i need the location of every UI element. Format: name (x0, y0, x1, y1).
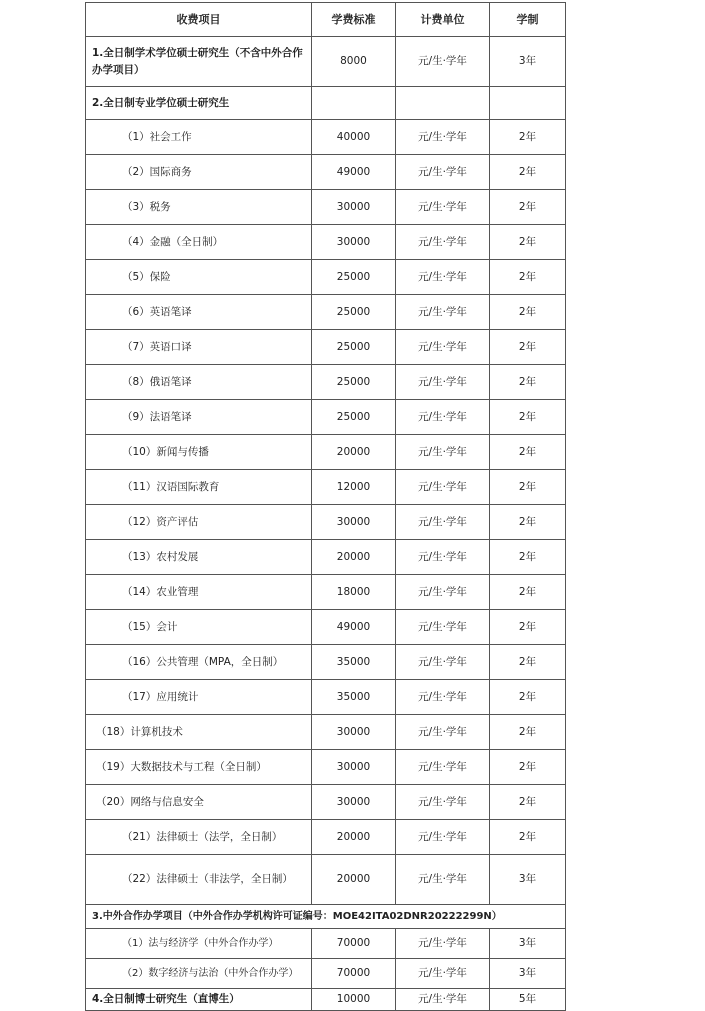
row-period: 2年 (490, 260, 566, 295)
row-item: 2.全日制专业学位硕士研究生 (86, 87, 312, 120)
row-period: 2年 (490, 225, 566, 260)
table-row (86, 929, 566, 959)
sino-foreign-title: 3.中外合作办学项目（中外合作办学机构许可证编号：MOE42ITA02DNR20222299N） (86, 905, 566, 929)
row-fee: 20000 (312, 820, 396, 855)
row-period: 3年 (490, 37, 566, 87)
table-row (86, 87, 566, 120)
row-unit: 元/生·学年 (396, 470, 490, 505)
table-row (86, 610, 566, 645)
row-fee: 25000 (312, 400, 396, 435)
row-fee: 35000 (312, 645, 396, 680)
row-fee: 49000 (312, 155, 396, 190)
row-period: 2年 (490, 750, 566, 785)
tuition-table (85, 2, 566, 1011)
table-row (86, 400, 566, 435)
row-item: （18）计算机技术 (86, 715, 312, 750)
row-unit: 元/生·学年 (396, 540, 490, 575)
row-item: （5）保险 (86, 260, 312, 295)
row-fee: 70000 (312, 959, 396, 989)
row-period: 2年 (490, 400, 566, 435)
row-item: （4）金融（全日制） (86, 225, 312, 260)
table-row (86, 575, 566, 610)
row-unit: 元/生·学年 (396, 959, 490, 989)
row-period: 2年 (490, 785, 566, 820)
row-item: （15）会计 (86, 610, 312, 645)
row-unit: 元/生·学年 (396, 820, 490, 855)
row-fee: 20000 (312, 435, 396, 470)
table-row (86, 989, 566, 1011)
row-period: 2年 (490, 330, 566, 365)
table-row (86, 155, 566, 190)
row-unit: 元/生·学年 (396, 855, 490, 905)
row-period: 2年 (490, 820, 566, 855)
row-period: 2年 (490, 190, 566, 225)
table-row (86, 365, 566, 400)
row-unit: 元/生·学年 (396, 225, 490, 260)
row-period: 2年 (490, 435, 566, 470)
row-item: （3）税务 (86, 190, 312, 225)
row-item: （1）法与经济学（中外合作办学） (86, 929, 312, 959)
row-period: 2年 (490, 715, 566, 750)
row-unit: 元/生·学年 (396, 680, 490, 715)
row-fee: 25000 (312, 295, 396, 330)
row-item: （21）法律硕士（法学，全日制） (86, 820, 312, 855)
table-row (86, 540, 566, 575)
row-period: 2年 (490, 540, 566, 575)
row-fee: 30000 (312, 715, 396, 750)
row-item: （22）法律硕士（非法学，全日制） (86, 855, 312, 905)
row-unit: 元/生·学年 (396, 505, 490, 540)
row-fee: 12000 (312, 470, 396, 505)
row-period: 2年 (490, 295, 566, 330)
row-unit: 元/生·学年 (396, 400, 490, 435)
row-unit: 元/生·学年 (396, 715, 490, 750)
row-fee: 20000 (312, 540, 396, 575)
row-period: 2年 (490, 365, 566, 400)
row-period: 2年 (490, 505, 566, 540)
row-unit: 元/生·学年 (396, 750, 490, 785)
row-fee: 25000 (312, 365, 396, 400)
table-row (86, 715, 566, 750)
row-item: （11）汉语国际教育 (86, 470, 312, 505)
row-item: （2）国际商务 (86, 155, 312, 190)
row-fee: 40000 (312, 120, 396, 155)
table-row (86, 645, 566, 680)
row-item: （8）俄语笔译 (86, 365, 312, 400)
row-period: 3年 (490, 929, 566, 959)
row-fee: 49000 (312, 610, 396, 645)
row-item: （19）大数据技术与工程（全日制） (86, 750, 312, 785)
row-unit: 元/生·学年 (396, 929, 490, 959)
row-period: 2年 (490, 120, 566, 155)
row-fee: 70000 (312, 929, 396, 959)
table-row (86, 505, 566, 540)
row-unit: 元/生·学年 (396, 645, 490, 680)
row-fee: 18000 (312, 575, 396, 610)
row-period: 2年 (490, 645, 566, 680)
row-period: 2年 (490, 575, 566, 610)
row-fee: 30000 (312, 225, 396, 260)
row-period: 2年 (490, 155, 566, 190)
table-row (86, 820, 566, 855)
row-fee: 30000 (312, 190, 396, 225)
row-item: （17）应用统计 (86, 680, 312, 715)
row-item: （12）资产评估 (86, 505, 312, 540)
table-row (86, 295, 566, 330)
row-unit: 元/生·学年 (396, 295, 490, 330)
row-fee: 30000 (312, 750, 396, 785)
table-row (86, 435, 566, 470)
row-period: 3年 (490, 855, 566, 905)
row-item: （13）农村发展 (86, 540, 312, 575)
row-unit: 元/生·学年 (396, 989, 490, 1011)
row-item: （6）英语笔译 (86, 295, 312, 330)
row-unit: 元/生·学年 (396, 37, 490, 87)
row-unit: 元/生·学年 (396, 785, 490, 820)
row-unit: 元/生·学年 (396, 435, 490, 470)
table-row (86, 190, 566, 225)
row-unit: 元/生·学年 (396, 260, 490, 295)
table-row (86, 37, 566, 87)
row-unit: 元/生·学年 (396, 610, 490, 645)
header-unit: 计费单位 (396, 3, 490, 37)
table-row (86, 680, 566, 715)
row-period: 2年 (490, 680, 566, 715)
row-period: 2年 (490, 610, 566, 645)
row-period: 3年 (490, 959, 566, 989)
row-period (490, 87, 566, 120)
row-item: （7）英语口译 (86, 330, 312, 365)
table-row (86, 330, 566, 365)
row-fee: 25000 (312, 330, 396, 365)
row-item: （9）法语笔译 (86, 400, 312, 435)
row-unit (396, 87, 490, 120)
row-fee: 35000 (312, 680, 396, 715)
row-fee: 8000 (312, 37, 396, 87)
table-row (86, 750, 566, 785)
row-unit: 元/生·学年 (396, 120, 490, 155)
table-row (86, 260, 566, 295)
table-header-row (86, 3, 566, 37)
table-row (86, 785, 566, 820)
table-row (86, 959, 566, 989)
row-fee: 30000 (312, 505, 396, 540)
row-unit: 元/生·学年 (396, 365, 490, 400)
header-fee: 学费标准 (312, 3, 396, 37)
row-period: 5年 (490, 989, 566, 1011)
section-title-row (86, 905, 566, 929)
row-item: （1）社会工作 (86, 120, 312, 155)
row-unit: 元/生·学年 (396, 155, 490, 190)
row-period: 2年 (490, 470, 566, 505)
row-item: （14）农业管理 (86, 575, 312, 610)
row-unit: 元/生·学年 (396, 575, 490, 610)
table-row (86, 120, 566, 155)
row-fee: 30000 (312, 785, 396, 820)
row-item: 1.全日制学术学位硕士研究生（不含中外合作办学项目） (86, 37, 312, 87)
table-row (86, 470, 566, 505)
row-unit: 元/生·学年 (396, 190, 490, 225)
table-row (86, 855, 566, 905)
row-fee: 10000 (312, 989, 396, 1011)
header-item: 收费项目 (86, 3, 312, 37)
table-body (86, 37, 566, 1011)
row-item: （2）数字经济与法治（中外合作办学） (86, 959, 312, 989)
row-fee: 20000 (312, 855, 396, 905)
row-item: （20）网络与信息安全 (86, 785, 312, 820)
header-period: 学制 (490, 3, 566, 37)
table-row (86, 225, 566, 260)
row-fee: 25000 (312, 260, 396, 295)
row-item: 4.全日制博士研究生（直博生） (86, 989, 312, 1011)
row-item: （10）新闻与传播 (86, 435, 312, 470)
row-unit: 元/生·学年 (396, 330, 490, 365)
row-item: （16）公共管理（MPA，全日制） (86, 645, 312, 680)
row-fee (312, 87, 396, 120)
